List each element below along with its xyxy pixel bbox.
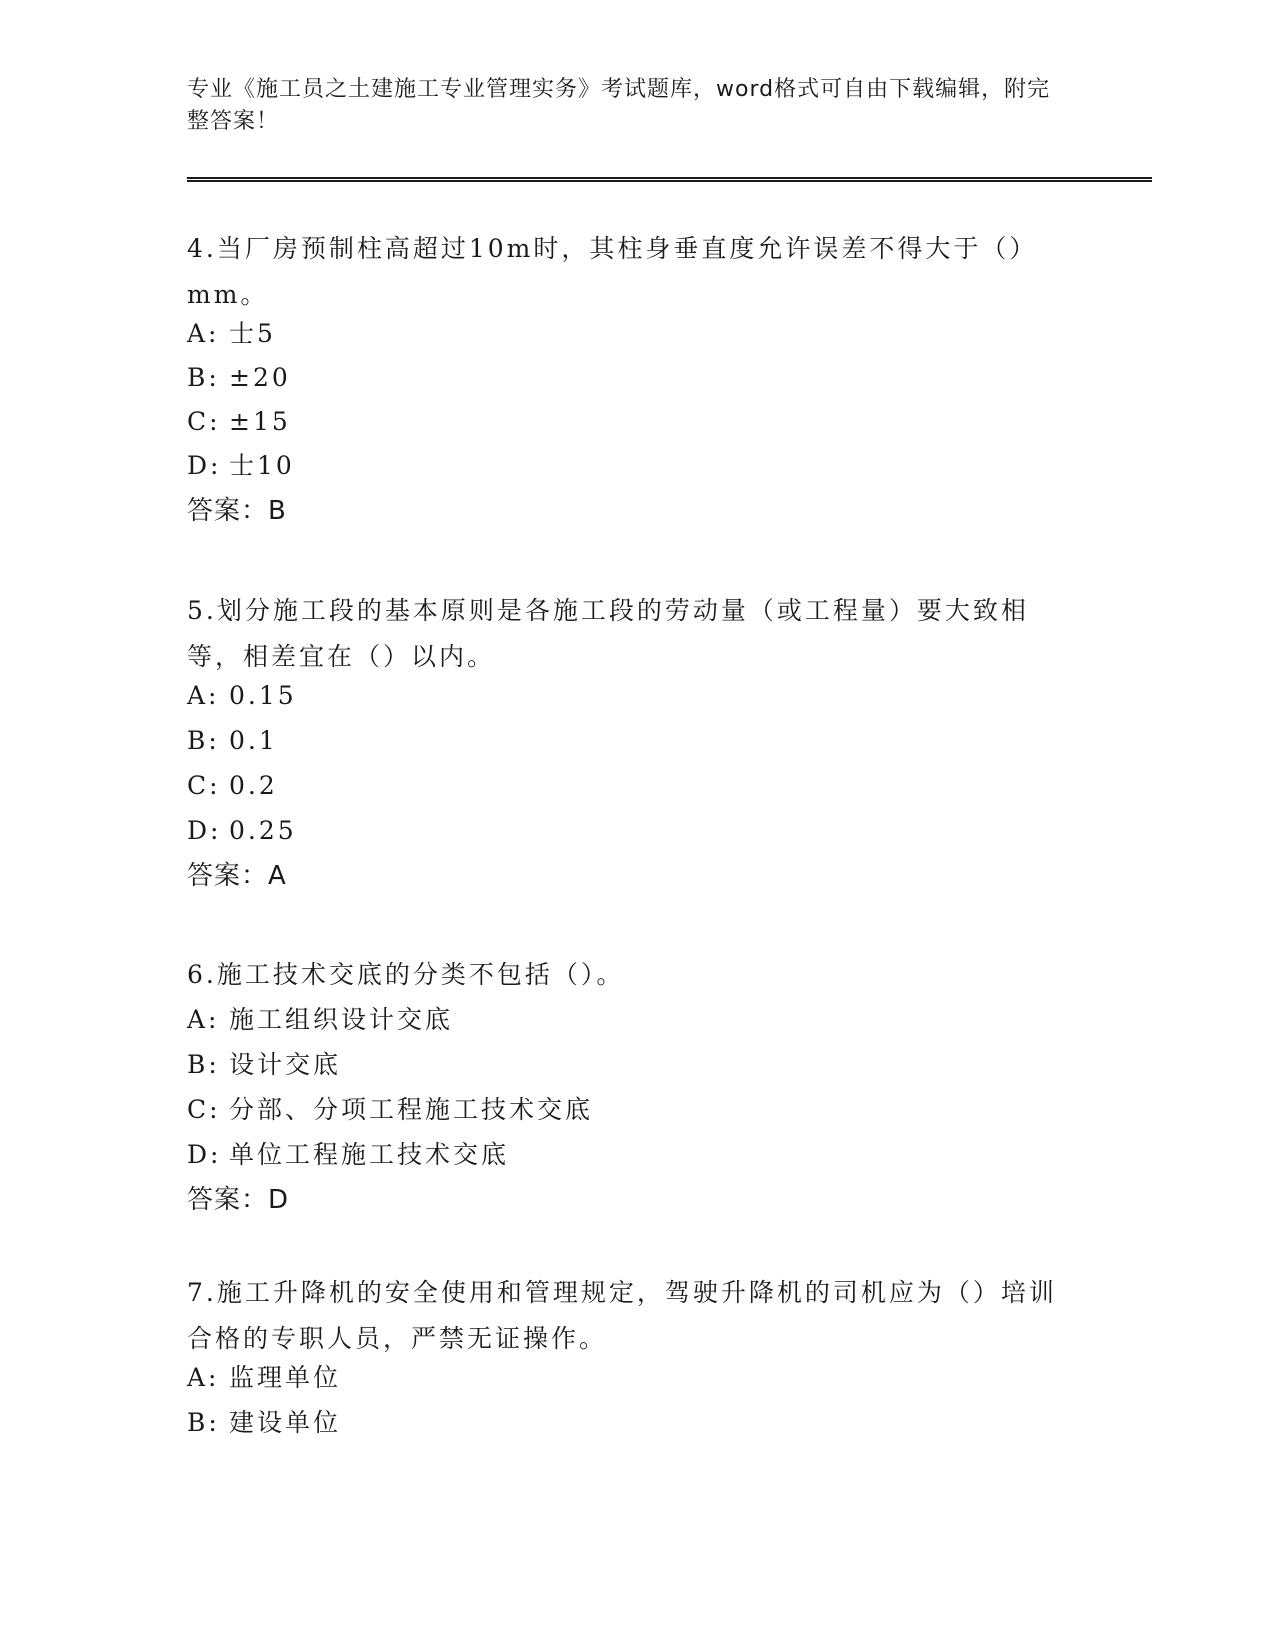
option-letter: D: bbox=[187, 816, 222, 845]
question-5-option-a bbox=[187, 680, 1067, 712]
question-4-option-a bbox=[187, 318, 1067, 350]
option-text: 士10 bbox=[229, 451, 295, 480]
question-5-option-c bbox=[187, 770, 1067, 802]
question-4-answer: 答案：B bbox=[187, 496, 287, 526]
option-text: 监理单位 bbox=[229, 1363, 342, 1392]
option-letter: B: bbox=[187, 1408, 220, 1437]
option-letter: A: bbox=[187, 681, 220, 710]
option-text: 设计交底 bbox=[229, 1050, 342, 1079]
option-text: 分部、分项工程施工技术交底 bbox=[229, 1095, 594, 1124]
question-6-text: 6.施工技术交底的分类不包括（）。 bbox=[187, 960, 625, 989]
option-text: 士5 bbox=[229, 319, 276, 348]
option-letter: B: bbox=[187, 363, 220, 392]
option-text: 建设单位 bbox=[229, 1408, 342, 1437]
question-5-text: 5.划分施工段的基本原则是各施工段的劳动量（或工程量）要大致相等，相差宜在（）以内。 bbox=[187, 596, 1029, 671]
question-5-answer: 答案：A bbox=[187, 861, 287, 891]
option-letter: C: bbox=[187, 1095, 221, 1124]
option-letter: B: bbox=[187, 726, 220, 755]
question-6-option-b bbox=[187, 1049, 1067, 1081]
option-text: ±20 bbox=[229, 363, 291, 392]
option-text: ±15 bbox=[229, 407, 291, 436]
question-6-answer: 答案：D bbox=[187, 1185, 290, 1215]
option-letter: A: bbox=[187, 1363, 220, 1392]
question-4-option-c bbox=[187, 406, 1067, 438]
option-text: 0.15 bbox=[229, 681, 297, 710]
question-6-option-a bbox=[187, 1004, 1067, 1036]
question-6-option-c bbox=[187, 1094, 1067, 1126]
header-double-rule bbox=[187, 177, 1152, 182]
question-6-option-d bbox=[187, 1139, 1067, 1171]
question-4-option-d bbox=[187, 450, 1067, 482]
question-4-text: 4.当厂房预制柱高超过10m时，其柱身垂直度允许误差不得大于（）mm。 bbox=[187, 234, 1038, 309]
option-text: 单位工程施工技术交底 bbox=[229, 1140, 510, 1169]
option-text: 0.25 bbox=[229, 816, 297, 845]
option-text: 0.1 bbox=[229, 726, 278, 755]
option-letter: A: bbox=[187, 1005, 220, 1034]
question-4-option-b bbox=[187, 362, 1067, 394]
option-letter: A: bbox=[187, 319, 220, 348]
option-letter: C: bbox=[187, 771, 221, 800]
option-text: 0.2 bbox=[229, 771, 278, 800]
option-letter: C: bbox=[187, 407, 221, 436]
question-5-option-d bbox=[187, 815, 1067, 847]
document-header-note: 专业《施工员之土建施工专业管理实务》考试题库，word格式可自由下载编辑，附完整答案！ bbox=[187, 77, 1051, 134]
question-7-option-a bbox=[187, 1362, 1067, 1394]
option-letter: B: bbox=[187, 1050, 220, 1079]
question-7-option-b bbox=[187, 1407, 1067, 1439]
option-letter: D: bbox=[187, 451, 222, 480]
question-5-option-b bbox=[187, 725, 1067, 757]
option-letter: D: bbox=[187, 1140, 222, 1169]
question-7-text: 7.施工升降机的安全使用和管理规定，驾驶升降机的司机应为（）培训合格的专职人员，严禁无证操作。 bbox=[187, 1278, 1057, 1353]
option-text: 施工组织设计交底 bbox=[229, 1005, 454, 1034]
